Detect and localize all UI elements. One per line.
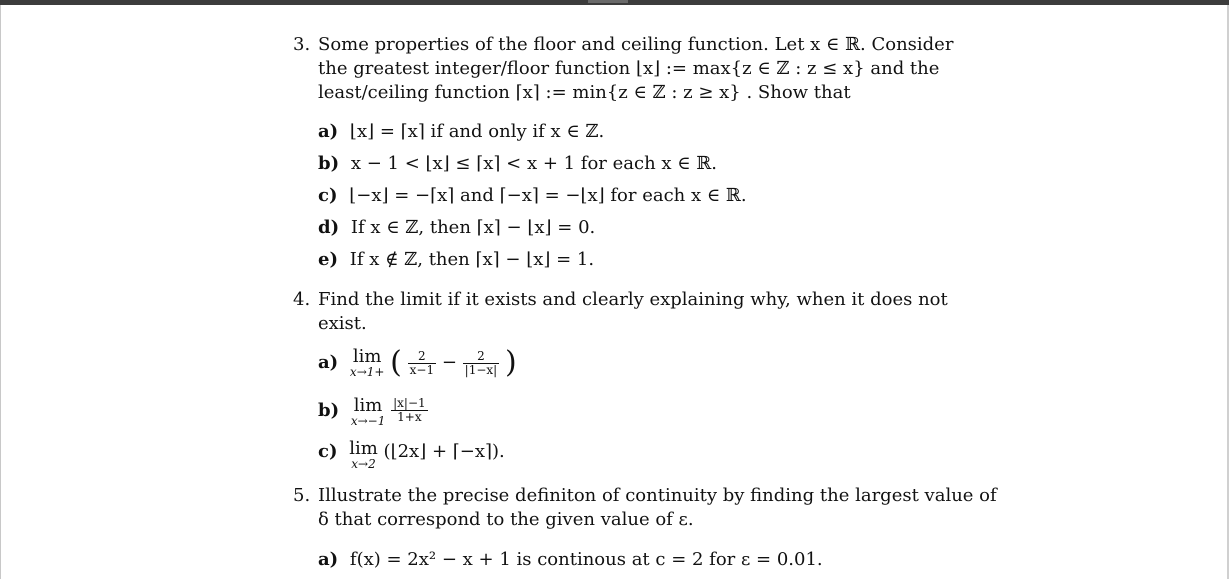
window-top-tab <box>588 0 628 3</box>
problem-5-line-2: δ that correspond to the given value of ε. <box>318 509 694 530</box>
limit-expression: (⌊2x⌋ + ⌈−x⌉). <box>383 441 505 462</box>
open-paren: ( <box>390 345 402 380</box>
item-text: f(x) = 2x² − x + 1 is continous at c = 2 for ε = 0.01. <box>349 549 823 570</box>
problem-5-item-a <box>318 548 823 572</box>
problem-4-item-b <box>318 397 428 427</box>
denominator: |1−x| <box>464 362 498 377</box>
problem-5-line-1: Illustrate the precise definiton of continuity by finding the largest value of <box>318 485 997 506</box>
problem-3-item-e <box>318 248 594 272</box>
item-label: a) <box>318 121 339 142</box>
item-label: b) <box>318 399 340 421</box>
lim-text: lim <box>353 395 383 416</box>
numerator: 2 <box>463 350 500 364</box>
item-label: e) <box>318 249 338 270</box>
problem-4-line-2: exist. <box>318 313 367 334</box>
denominator: 1+x <box>397 410 422 424</box>
limit-operator <box>351 397 386 427</box>
close-paren: ) <box>504 345 517 380</box>
problem-3-item-c <box>318 184 747 208</box>
limit-operator <box>349 440 378 470</box>
minus-sign: − <box>441 352 457 373</box>
item-text: If x ∉ ℤ, then ⌈x⌉ − ⌊x⌋ = 1. <box>349 249 595 270</box>
problem-3-item-b <box>318 152 717 176</box>
item-label: a) <box>318 549 339 570</box>
numerator: 2 <box>408 350 436 364</box>
problem-3-line-2: the greatest integer/floor function ⌊x⌋ := max{z ∈ ℤ : z ≤ x} and the <box>318 58 940 79</box>
problem-3-item-d <box>318 216 595 240</box>
problem-3-line-1: Some properties of the floor and ceiling function. Let x ∈ ℝ. Consider <box>318 34 954 55</box>
item-text: ⌊−x⌋ = −⌈x⌉ and ⌈−x⌉ = −⌊x⌋ for each x ∈ ℝ. <box>349 185 747 206</box>
fraction-2 <box>463 350 500 377</box>
item-label: c) <box>318 441 338 462</box>
problem-4-item-c <box>318 440 505 470</box>
problem-4-line-1: Find the limit if it exists and clearly explaining why, when it does not <box>318 289 948 310</box>
lim-subscript: x→1+ <box>349 365 385 379</box>
item-label: a) <box>318 352 339 373</box>
lim-text: lim <box>349 438 378 459</box>
lim-subscript: x→−1 <box>350 414 386 428</box>
page-left-edge <box>0 5 1 579</box>
problem-4-number: 4. <box>293 289 311 310</box>
lim-text: lim <box>352 346 382 367</box>
problem-3-item-a <box>318 120 604 144</box>
item-label: c) <box>318 185 338 206</box>
item-label: d) <box>318 217 340 238</box>
item-text: ⌊x⌋ = ⌈x⌉ if and only if x ∈ ℤ. <box>349 121 605 142</box>
lim-subscript: x→2 <box>351 457 376 471</box>
item-text: If x ∈ ℤ, then ⌈x⌉ − ⌊x⌋ = 0. <box>350 217 596 238</box>
problem-5-number: 5. <box>293 485 311 506</box>
fraction <box>391 397 428 424</box>
numerator: |x|−1 <box>393 396 426 410</box>
item-text: x − 1 < ⌊x⌋ ≤ ⌈x⌉ < x + 1 for each x ∈ ℝ. <box>350 153 717 174</box>
limit-operator <box>350 348 385 378</box>
problem-3-line-3: least/ceiling function ⌈x⌉ := min{z ∈ ℤ : z ≥ x} . Show that <box>318 82 851 103</box>
problem-4-item-a <box>318 345 517 380</box>
problem-3-number: 3. <box>293 34 311 55</box>
item-label: b) <box>318 153 340 174</box>
denominator: x−1 <box>409 362 435 377</box>
fraction-1 <box>408 350 436 377</box>
